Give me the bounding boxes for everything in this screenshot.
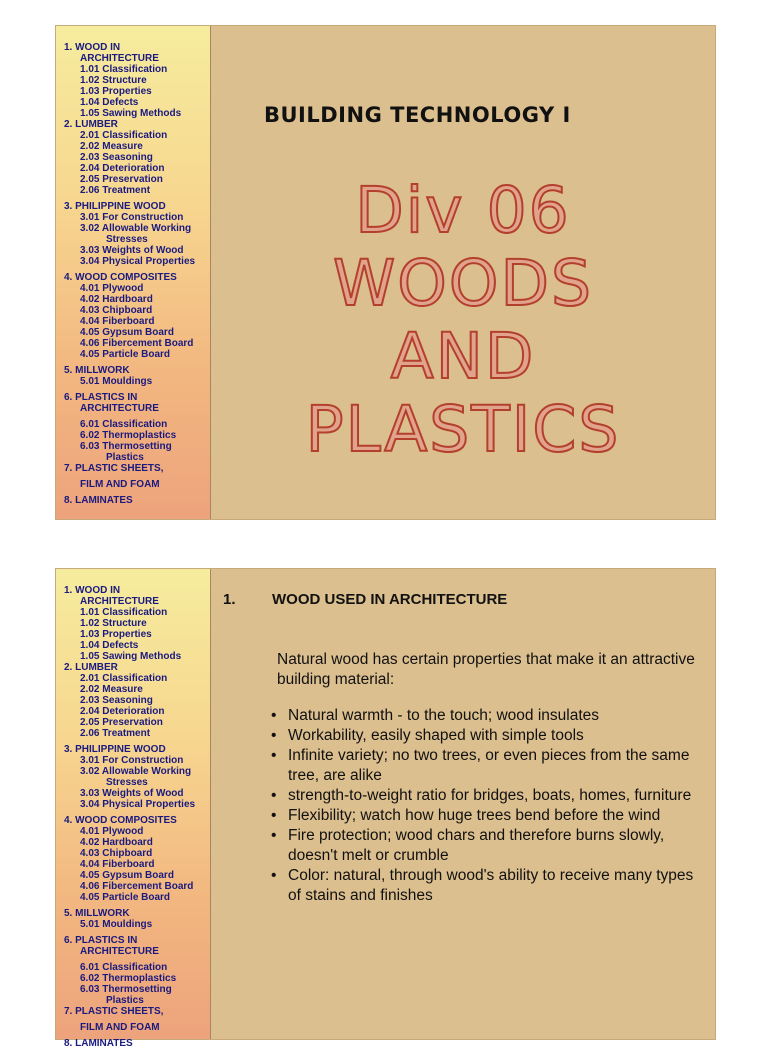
toc-item: 3.03 Weights of Wood [80,245,184,256]
toc-item: 6.03 Thermosetting [80,984,172,995]
division-title-line: WOODS [333,247,593,320]
toc-item: 1.05 Sawing Methods [80,651,182,662]
toc-list [56,569,210,1049]
toc-item: 8. LAMINATES [64,1038,133,1049]
toc-item: 3.01 For Construction [80,212,184,223]
toc-item: FILM AND FOAM [80,479,160,490]
toc-item: 2.01 Classification [80,130,168,141]
toc-item: 4. WOOD COMPOSITES [64,272,177,283]
toc-item: 7. PLASTIC SHEETS, [64,463,164,474]
toc-item: 4.03 Chipboard [80,305,153,316]
toc-item: 2.01 Classification [80,673,168,684]
slide-1 [55,25,716,520]
section-title: WOOD USED IN ARCHITECTURE [272,591,508,608]
toc-item: 6.02 Thermoplastics [80,430,177,441]
toc-item: 8. LAMINATES [64,495,133,506]
toc-item: 3. PHILIPPINE WOOD [64,744,166,755]
toc-item: 6. PLASTICS IN [64,392,138,403]
toc-item: Stresses [106,777,148,788]
toc-item: Stresses [106,234,148,245]
toc-item: 2.03 Seasoning [80,695,153,706]
toc-item: 2.02 Measure [80,684,143,695]
course-title: BUILDING TECHNOLOGY I [264,103,571,127]
toc-item: 2.04 Deterioration [80,706,165,717]
toc-item: ARCHITECTURE [80,53,159,64]
toc-sidebar [56,26,211,519]
intro-paragraph: Natural wood has certain properties that make it an attractive building material: [277,651,695,688]
toc-item: 5.01 Mouldings [80,919,153,930]
toc-item: 4.06 Fibercement Board [80,338,194,349]
toc-item: 4.06 Fibercement Board [80,881,194,892]
toc-item: 2.03 Seasoning [80,152,153,163]
properties-list [268,706,708,906]
toc-item: 1.03 Properties [80,629,152,640]
list-item: • strength-to-weight ratio for bridges, boats, homes, furniture [268,786,708,806]
section-number: 1. [223,591,236,608]
toc-item: ARCHITECTURE [80,596,159,607]
toc-item: 2.05 Preservation [80,717,163,728]
toc-item: FILM AND FOAM [80,1022,160,1033]
division-title-line: PLASTICS [305,393,621,466]
toc-item: 4.01 Plywood [80,283,144,294]
toc-item: 3.02 Allowable Working [80,766,192,777]
toc-item: Plastics [106,452,144,463]
toc-item: 1. WOOD IN [64,42,121,53]
toc-item: 1.02 Structure [80,75,147,86]
toc-item: 4.04 Fiberboard [80,859,155,870]
list-item: • Flexibility; watch how huge trees bend before the wind [268,806,708,826]
toc-item: 2. LUMBER [64,119,118,130]
toc-item: 2.04 Deterioration [80,163,165,174]
list-item: • Color: natural, through wood's ability to receive many types of stains and finishes [268,866,708,906]
toc-item: 4.04 Fiberboard [80,316,155,327]
slide-2 [55,568,716,1049]
toc-item: 3. PHILIPPINE WOOD [64,201,166,212]
toc-item: 1.01 Classification [80,64,168,75]
toc-item: 3.04 Physical Properties [80,799,196,810]
toc-item: 6.03 Thermosetting [80,441,172,452]
list-item: • Fire protection; wood chars and therefore burns slowly, doesn't melt or crumble [268,826,708,866]
toc-item: 4.05 Particle Board [80,892,171,903]
toc-item: 4.01 Plywood [80,826,144,837]
toc-item: 1. WOOD IN [64,585,121,596]
toc-list [56,26,210,506]
toc-item: 6. PLASTICS IN [64,935,138,946]
toc-item: 7. PLASTIC SHEETS, [64,1006,164,1017]
toc-item: 1.01 Classification [80,607,168,618]
toc-item: 6.01 Classification [80,962,168,973]
toc-item: 3.02 Allowable Working [80,223,192,234]
toc-item: 3.04 Physical Properties [80,256,196,267]
toc-item: 1.04 Defects [80,97,139,108]
division-title-line: AND [390,320,536,393]
division-title [211,174,715,466]
toc-item: 4.02 Hardboard [80,294,153,305]
toc-sidebar [56,569,211,1049]
toc-item: 2. LUMBER [64,662,118,673]
toc-item: 5. MILLWORK [64,365,130,376]
toc-item: 4.03 Chipboard [80,848,153,859]
toc-item: 3.01 For Construction [80,755,184,766]
toc-item: 4.05 Gypsum Board [80,327,174,338]
toc-item: 4.05 Gypsum Board [80,870,174,881]
toc-item: 2.02 Measure [80,141,143,152]
toc-item: 2.05 Preservation [80,174,163,185]
toc-item: 4.05 Particle Board [80,349,171,360]
list-item: • Natural warmth - to the touch; wood insulates [268,706,708,726]
toc-item: 1.05 Sawing Methods [80,108,182,119]
list-item: • Infinite variety; no two trees, or even pieces from the same tree, are alike [268,746,708,786]
list-item: • Workability, easily shaped with simple tools [268,726,708,746]
toc-item: ARCHITECTURE [80,403,159,414]
toc-item: 5.01 Mouldings [80,376,153,387]
toc-item: 1.04 Defects [80,640,139,651]
toc-item: 1.03 Properties [80,86,152,97]
toc-item: 2.06 Treatment [80,728,151,739]
toc-item: 2.06 Treatment [80,185,151,196]
toc-item: Plastics [106,995,144,1006]
toc-item: 4. WOOD COMPOSITES [64,815,177,826]
toc-item: 5. MILLWORK [64,908,130,919]
toc-item: 4.02 Hardboard [80,837,153,848]
toc-item: 1.02 Structure [80,618,147,629]
division-title-line: Div 06 [355,174,571,247]
toc-item: 3.03 Weights of Wood [80,788,184,799]
toc-item: 6.01 Classification [80,419,168,430]
toc-item: 6.02 Thermoplastics [80,973,177,984]
toc-item: ARCHITECTURE [80,946,159,957]
